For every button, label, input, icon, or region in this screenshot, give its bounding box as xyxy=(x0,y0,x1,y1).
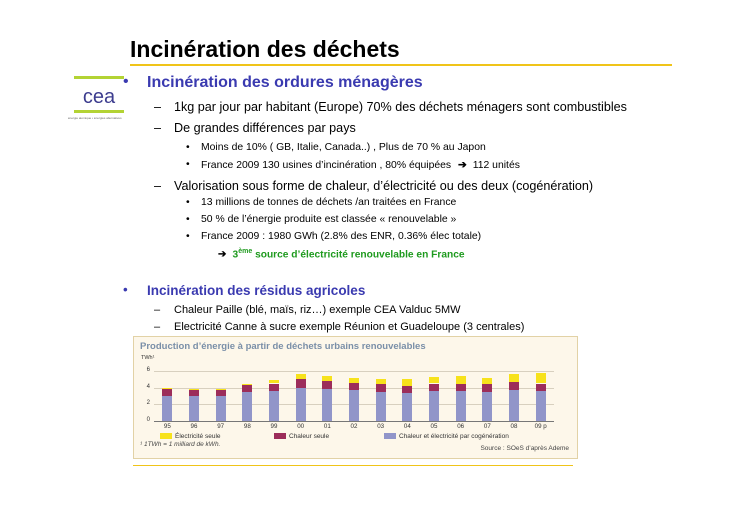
x-tick-label: 97 xyxy=(217,423,225,430)
bar-segment-heat xyxy=(429,384,439,392)
y-tick-label: 4 xyxy=(146,383,150,390)
bar-segment-heat xyxy=(376,384,386,392)
bar-segment-electricity xyxy=(189,389,199,390)
item-text: Electricité Canne à sucre exemple Réunion et Guadeloupe (3 centrales) xyxy=(174,321,525,333)
bar-segment-electricity xyxy=(482,378,492,385)
legend-item xyxy=(384,433,509,440)
bar-segment-heat xyxy=(322,381,332,389)
dash-marker: – xyxy=(154,121,162,135)
item-text: 50 % de l’énergie produite est classée « renouvelable » xyxy=(201,214,457,225)
item-text: France 2009 : 1980 GWh (2.8% des ENR, 0.36% élec totale) xyxy=(201,231,482,242)
x-tick-label: 96 xyxy=(190,423,198,430)
dash-marker: – xyxy=(154,100,162,114)
list-item xyxy=(154,304,461,316)
bar-segment-electricity xyxy=(376,379,386,384)
x-tick-label: 01 xyxy=(323,423,331,430)
highlight-text: source d’électricité renouvelable en France xyxy=(252,249,465,261)
gridline xyxy=(154,371,554,372)
slide-title: Incinération des déchets xyxy=(130,36,400,62)
logo-text: cea xyxy=(82,86,116,108)
list-item xyxy=(154,100,627,114)
title-underline xyxy=(130,64,672,66)
bar-segment-cogeneration xyxy=(456,391,466,421)
arrow-icon: ➔ xyxy=(458,160,467,171)
y-axis-unit: TWh¹ xyxy=(141,355,155,361)
bullet-dot: • xyxy=(123,73,129,90)
bar-segment-electricity xyxy=(322,376,332,381)
bar-segment-heat xyxy=(162,389,172,397)
bar-segment-heat xyxy=(296,379,306,388)
bar-segment-electricity xyxy=(269,380,279,383)
x-tick-label: 05 xyxy=(430,423,438,430)
bar-segment-cogeneration xyxy=(376,392,386,421)
y-tick-label: 2 xyxy=(146,400,150,407)
section2-heading-text: Incinération des résidus agricoles xyxy=(147,283,366,298)
bar-segment-cogeneration xyxy=(429,391,439,421)
legend-item xyxy=(160,433,221,440)
legend-label: Électricité seule xyxy=(175,433,221,440)
bar-segment-cogeneration xyxy=(242,392,252,421)
list-item xyxy=(186,142,486,153)
bar-segment-heat xyxy=(349,383,359,391)
energy-chart xyxy=(133,336,578,459)
section2-heading xyxy=(123,282,366,298)
bar-segment-heat xyxy=(242,385,252,392)
item-text-units: 112 unités xyxy=(472,160,520,171)
list-item xyxy=(154,321,525,333)
bar-segment-cogeneration xyxy=(269,391,279,421)
legend-swatch xyxy=(384,433,396,439)
bar-segment-heat xyxy=(456,384,466,392)
chart-title: Production d’énergie à partir de déchets urbains renouvelables xyxy=(140,341,426,352)
bar-segment-electricity xyxy=(242,384,252,386)
bar-segment-cogeneration xyxy=(322,389,332,421)
bar-segment-cogeneration xyxy=(162,396,172,421)
bullet-dot: • xyxy=(186,197,190,208)
y-tick-label: 6 xyxy=(146,367,150,373)
highlight-line xyxy=(218,248,465,260)
legend-swatch xyxy=(274,433,286,439)
item-text: Moins de 10% ( GB, Italie, Canada..) , Plus de 70 % au Japon xyxy=(201,142,486,153)
bar-segment-cogeneration xyxy=(536,391,546,421)
x-tick-label: 04 xyxy=(403,423,411,430)
item-text: 1kg par jour par habitant (Europe) 70% des déchets ménagers sont combustibles xyxy=(174,100,627,114)
bar-segment-cogeneration xyxy=(216,396,226,421)
bar-segment-heat xyxy=(216,389,226,396)
item-text: De grandes différences par pays xyxy=(174,121,356,135)
x-tick-label: 08 xyxy=(510,423,518,430)
bar-segment-electricity xyxy=(429,377,439,384)
bullet-dot: • xyxy=(186,159,190,170)
dash-marker: – xyxy=(154,179,162,193)
bar-segment-heat xyxy=(269,384,279,392)
cea-logo xyxy=(74,76,124,116)
bullet-dot: • xyxy=(186,214,190,225)
dash-marker: – xyxy=(154,304,161,316)
bar-segment-electricity xyxy=(162,388,172,389)
x-tick-label: 09 p xyxy=(534,423,547,430)
x-axis xyxy=(154,421,554,422)
dash-marker: – xyxy=(154,321,161,333)
bar-segment-cogeneration xyxy=(402,393,412,421)
legend-label: Chaleur et électricité par cogénération xyxy=(399,433,509,440)
bar-segment-electricity xyxy=(402,379,412,386)
list-item xyxy=(186,231,482,242)
bottom-rule xyxy=(133,465,573,466)
x-tick-label: 95 xyxy=(163,423,171,430)
bar-segment-cogeneration xyxy=(189,396,199,421)
bullet-dot: • xyxy=(186,142,190,153)
highlight-sup: ème xyxy=(238,248,253,255)
list-item xyxy=(154,179,594,193)
bar-segment-heat xyxy=(402,386,412,393)
chart-footnote: ¹ 1TWh = 1 milliard de kWh. xyxy=(140,441,221,448)
bar-segment-cogeneration xyxy=(482,392,492,421)
legend-item xyxy=(274,433,329,440)
x-tick-label: 02 xyxy=(350,423,358,430)
bar-segment-electricity xyxy=(216,389,226,390)
bar-segment-electricity xyxy=(536,373,546,384)
x-tick-label: 07 xyxy=(483,423,491,430)
x-tick-label: 03 xyxy=(377,423,385,430)
legend-swatch xyxy=(160,433,172,439)
bar-segment-electricity xyxy=(349,378,359,383)
bar-segment-electricity xyxy=(509,374,519,382)
list-item xyxy=(186,159,520,171)
logo-bar xyxy=(74,76,124,79)
bar-segment-cogeneration xyxy=(349,390,359,421)
x-tick-label: 99 xyxy=(270,423,278,430)
arrow-icon: ➔ xyxy=(218,249,227,261)
chart-source: Source : SOeS d’après Ademe xyxy=(480,445,569,452)
bar-segment-electricity xyxy=(456,376,466,384)
x-tick-label: 06 xyxy=(457,423,465,430)
item-text: Chaleur Paille (blé, maïs, riz…) exemple CEA Valduc 5MW xyxy=(174,304,461,316)
legend-label: Chaleur seule xyxy=(289,433,330,440)
bar-segment-heat xyxy=(509,382,519,390)
bullet-dot: • xyxy=(123,282,128,297)
list-item xyxy=(154,121,356,135)
y-tick-label: 0 xyxy=(146,417,150,423)
logo-caption: énergie atomique • énergies alternatives xyxy=(68,116,122,120)
item-text: Valorisation sous forme de chaleur, d’électricité ou des deux (cogénération) xyxy=(174,179,594,193)
bullet-dot: • xyxy=(186,231,190,242)
list-item xyxy=(186,197,457,208)
bar-segment-heat xyxy=(189,389,199,396)
list-item xyxy=(186,214,457,225)
x-tick-label: 98 xyxy=(243,423,251,430)
bar-segment-heat xyxy=(482,384,492,392)
item-text: 13 millions de tonnes de déchets /an traitées en France xyxy=(201,197,457,208)
bar-segment-cogeneration xyxy=(296,388,306,421)
bar-segment-electricity xyxy=(296,374,306,379)
x-tick-label: 00 xyxy=(297,423,305,430)
highlight-prefix: 3 xyxy=(232,249,239,261)
logo-bar-bottom xyxy=(74,110,124,113)
section1-heading-text: Incinération des ordures ménagères xyxy=(147,74,423,91)
bar-segment-cogeneration xyxy=(509,390,519,421)
section1-heading xyxy=(123,73,423,92)
item-text: France 2009 130 usines d’incinération , 80% équipées xyxy=(201,160,452,171)
bar-segment-heat xyxy=(536,384,546,392)
